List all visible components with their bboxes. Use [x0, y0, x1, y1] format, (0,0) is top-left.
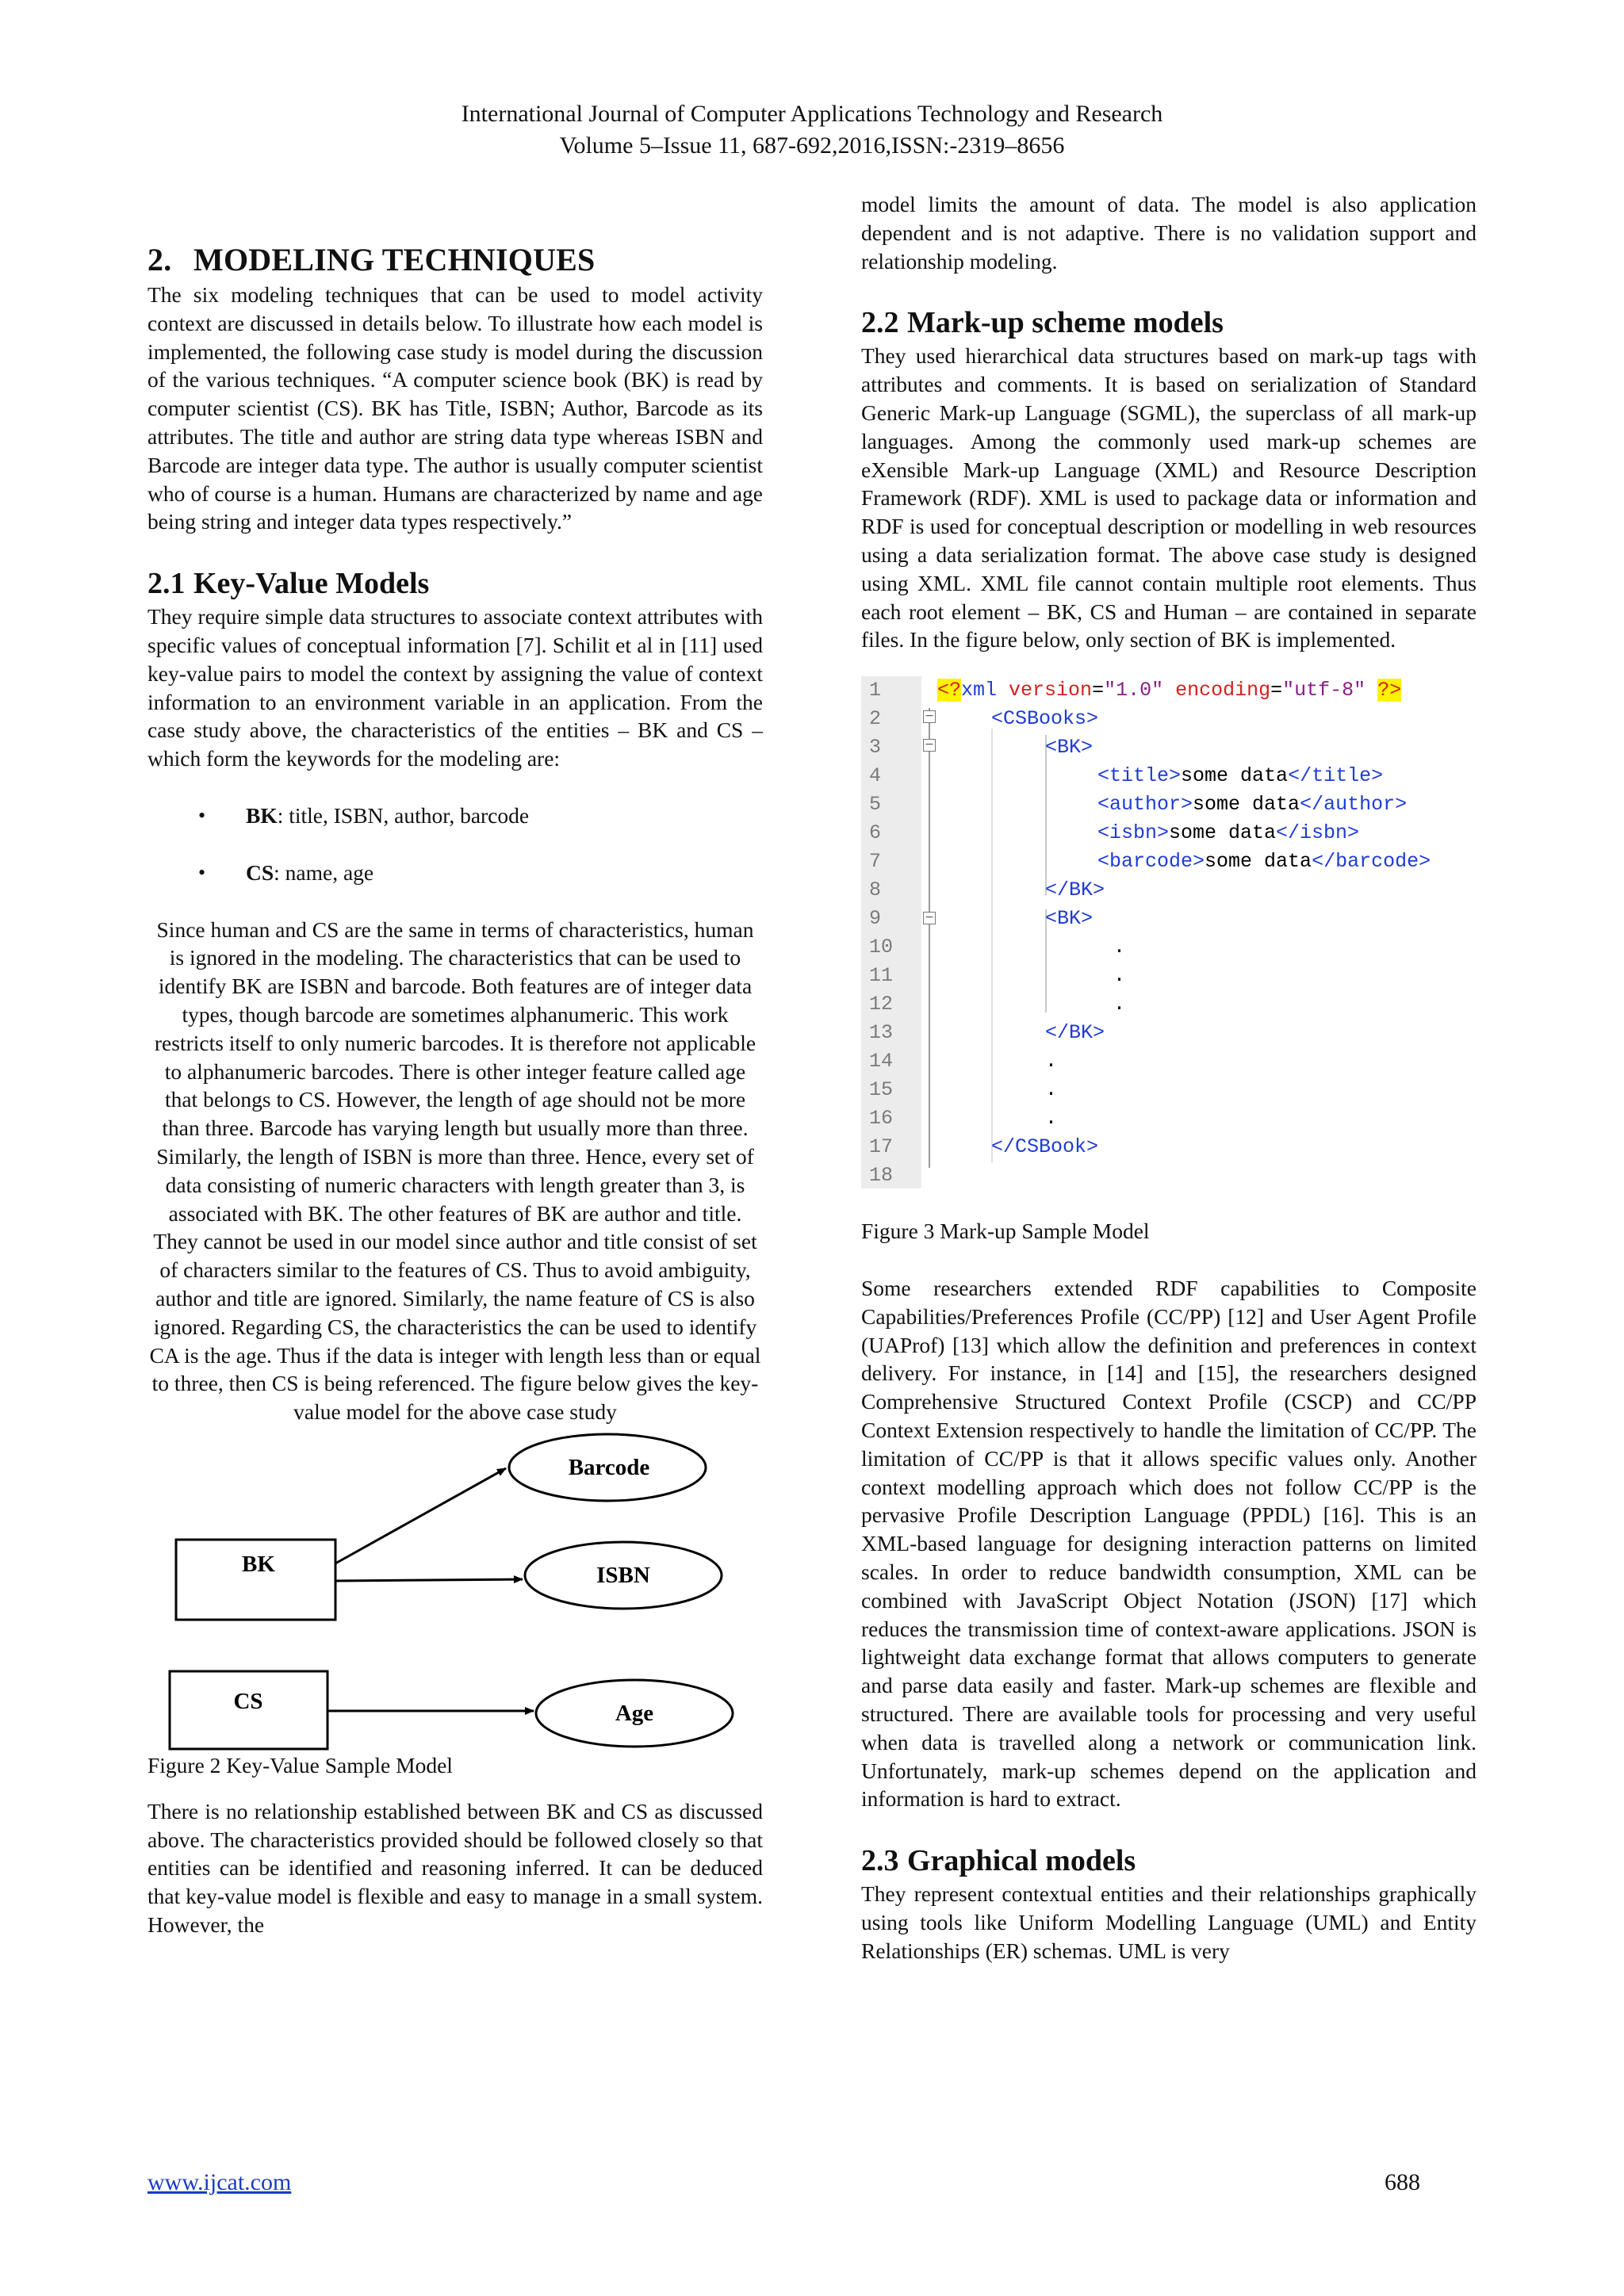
code-text: [937, 676, 1401, 705]
code-text: <BK>: [1045, 907, 1094, 931]
attr-value: "utf-8": [1282, 679, 1366, 702]
code-text: <CSBooks>: [991, 707, 1099, 731]
line-number: 13: [869, 1021, 894, 1045]
fold-collapse-icon[interactable]: −: [923, 912, 936, 924]
attr-name: encoding: [1163, 679, 1271, 702]
attr-equals: =: [1092, 679, 1105, 702]
code-text: .: [1045, 1050, 1058, 1073]
bk-label: BK: [242, 1551, 275, 1577]
section-2-3-heading: [861, 1842, 1477, 1880]
list-value: : title, ISBN, author, barcode: [277, 802, 530, 828]
section-2-heading: [147, 239, 763, 281]
bullet-icon: •: [198, 860, 206, 884]
section-title: Mark-up scheme models: [907, 306, 1224, 340]
journal-website-link[interactable]: www.ijcat.com: [147, 2169, 292, 2195]
attr-value: "1.0": [1104, 679, 1164, 702]
section-title: MODELING TECHNIQUES: [193, 242, 596, 277]
barcode-label: Barcode: [568, 1454, 650, 1480]
line-number: 10: [869, 936, 894, 959]
section-2-1-paragraph-3: There is no relationship established between BK and CS as discussed above. The characteristics provided should be followed closely so that entities can be identified and reasoning inferred. It can be deduced that key-value model is flexible and easy to manage in a small system. However, the: [147, 1798, 763, 1938]
section-2-paragraph: The six modeling techniques that can be used to model activity context are discussed in details below. To illustrate how each model is implemented, the following case study is model during the discussion of the various techniques. “A computer science book (BK) is read by computer scientist (CS). BK has Title, ISBN; Author, Barcode as its attributes. The title and author are string data type whereas ISBN and Barcode are integer data type. The author is usually computer scientist who of course is a human. Humans are characterized by name and age being string and integer data types respectively.”: [147, 282, 763, 534]
line-number: 1: [869, 679, 882, 702]
code-text: </BK>: [1045, 1021, 1105, 1045]
line-number: 8: [869, 878, 882, 902]
code-text: <author>some data</author>: [1097, 793, 1408, 817]
fold-guide: [929, 708, 930, 1168]
section-title: Key-Value Models: [193, 567, 430, 601]
line-number: 11: [869, 964, 894, 988]
figure-2: [147, 1426, 763, 1775]
isbn-ellipse: [525, 1542, 722, 1609]
code-text: .: [1045, 1078, 1058, 1102]
cs-box: [170, 1671, 327, 1749]
barcode-ellipse: [509, 1434, 706, 1501]
code-text: .: [1113, 964, 1126, 988]
bullet-icon: •: [198, 803, 206, 827]
xml-code-listing: [861, 676, 1480, 1188]
pi-close: ?>: [1377, 679, 1402, 702]
right-column: [861, 190, 1477, 1965]
journal-volume: Volume 5–Issue 11, 687-692,2016,ISSN:-2319–8656: [559, 132, 1065, 159]
section-2-2-paragraph: They used hierarchical data structures based on mark-up tags with attributes and comments. It is based on serialization of Standard Generic Mark-up Language (SGML), the superclass of all mark-up languages. Among the commonly used mark-up schemes are eXensible Mark-up Language (XML) and Resource Description Framework (RDF). XML is used to package data or information and RDF is used for conceptual description or modelling in web resources using a data serialization format. The above case study is designed using XML. XML file cannot contain multiple root elements. Thus each root element – BK, CS and Human – are contained in separate files. In the figure below, only section of BK is implemented.: [861, 343, 1477, 652]
page-number: 688: [1385, 2169, 1420, 2195]
list-item: [147, 859, 763, 887]
attr-name: version: [997, 679, 1093, 702]
line-number: 3: [869, 736, 882, 760]
indent-guide: [991, 729, 993, 1163]
key-value-diagram: [147, 1426, 763, 1751]
section-number: 2.2: [861, 306, 899, 340]
line-number: 7: [869, 850, 882, 874]
line-number: 15: [869, 1078, 894, 1102]
line-number: 9: [869, 907, 882, 931]
section-2-3-paragraph: They represent contextual entities and their relationships graphically using tools like Uniform Modelling Language (UML) and Entity Relationships (ER) schemas. UML is very: [861, 1881, 1477, 1963]
figure-3-caption: Figure 3 Mark-up Sample Model: [861, 1219, 1150, 1244]
section-number: 2.1: [147, 567, 186, 601]
list-item: [147, 802, 763, 830]
line-number: 14: [869, 1050, 894, 1073]
line-number: 16: [869, 1107, 894, 1131]
code-text: </CSBook>: [991, 1135, 1099, 1159]
section-2-1-heading: [147, 564, 763, 603]
code-text: .: [1113, 936, 1126, 959]
line-number: 17: [869, 1135, 894, 1159]
code-text: <isbn>some data</isbn>: [1097, 821, 1360, 845]
code-text: <barcode>some data</barcode>: [1097, 850, 1431, 874]
pi-name: xml: [961, 679, 998, 702]
line-number: 4: [869, 764, 882, 788]
journal-header: [0, 98, 1624, 162]
cs-label: CS: [233, 1688, 263, 1714]
list-value: : name, age: [274, 859, 374, 885]
journal-title: International Journal of Computer Applications Technology and Research: [461, 101, 1163, 127]
list-key: CS: [246, 859, 274, 885]
fold-collapse-icon[interactable]: −: [923, 739, 936, 752]
left-column: [147, 190, 763, 1939]
section-number: 2.3: [861, 1844, 899, 1878]
fold-collapse-icon[interactable]: −: [923, 710, 936, 723]
line-number: 18: [869, 1164, 894, 1188]
code-text: </BK>: [1045, 878, 1105, 902]
keyword-list: [147, 802, 763, 887]
section-2-2-heading: [861, 304, 1477, 342]
section-2-2-paragraph-2: Some researchers extended RDF capabilities to Composite Capabilities/Preferences Profile (CC/PP) [12] and User Agent Profile (UAProf) [13] which allow the definition and preferences in context delivery. For instance, in [14] and [15], the researchers designed Comprehensive Structured Context Profile (CSCP) and CC/PP Context Extension respectively to handle the limitation of CC/PP. The limitation of CC/PP is that it allows specific values only. Another context modelling approach which does not follow CC/PP is the pervasive Profile Description Language (PPDL) [16]. This is an XML-based language for designing interaction patterns on limited scales. In order to reduce bandwidth consumption, XML can be combined with JavaScript Object Notation (JSON) [17] which reduces the transmission time of context-aware applications. JSON is lightweight data exchange format that allows computers to generate and parse data easily and faster. Mark-up schemes are flexible and structured. There are available tools for processing and very useful when data is travelled along a network or communication link. Unfortunately, mark-up schemes depend on the application and information is hard to extract.: [861, 1275, 1477, 1812]
attr-equals: =: [1270, 679, 1283, 702]
arrow-bk-isbn: [335, 1579, 523, 1581]
isbn-label: ISBN: [596, 1562, 650, 1588]
code-text: .: [1113, 993, 1126, 1016]
section-2-1-paragraph-4: model limits the amount of data. The model is also application dependent and is not adaptive. There is no validation support and relationship modeling.: [861, 192, 1477, 274]
line-number: 12: [869, 993, 894, 1016]
list-key: BK: [246, 802, 278, 828]
section-title: Graphical models: [907, 1844, 1136, 1878]
age-label: Age: [615, 1700, 654, 1726]
section-number: 2.: [147, 242, 172, 277]
line-number: 2: [869, 707, 882, 731]
line-number: 5: [869, 793, 882, 817]
bk-box: [176, 1540, 335, 1620]
arrow-bk-barcode: [335, 1468, 506, 1563]
code-text: <BK>: [1045, 736, 1094, 760]
section-2-1-paragraph-2: Since human and CS are the same in terms of characteristics, human is ignored in the modeling. The characteristics that can be used to identify BK are ISBN and barcode. Both features are of integer data types, though barcode are sometimes alphanumeric. This work restricts itself to only numeric barcodes. It is therefore not applicable to alphanumeric barcodes. There is other integer feature called age that belongs to CS. However, the length of age should not be more than three. Barcode has varying length but usually more than three. Similarly, the length of ISBN is more than three. Hence, every set of data consisting of numeric characters with length greater than 3, is associated with BK. The other features of BK are author and title. They cannot be used in our model since author and title consist of set of characters similar to the features of CS. Thus to avoid ambiguity, author and title are ignored. Similarly, the name feature of CS is also ignored. Regarding CS, the characteristics the can be used to identify CA is the age. Thus if the data is integer with length less than or equal to three, then CS is being referenced. The figure below gives the key-value model for the above case study: [149, 916, 761, 1425]
line-number: 6: [869, 821, 882, 845]
age-ellipse: [536, 1680, 733, 1747]
code-text: .: [1045, 1107, 1058, 1131]
pi-open: <?: [937, 679, 962, 702]
figure-2-caption: Figure 2 Key-Value Sample Model: [147, 1752, 453, 1777]
section-2-1-paragraph: They require simple data structures to associate context attributes with specific values of conceptual information [7]. Schilit et al in [11] used key-value pairs to model the context by assigning the value of context information to an environment variable in an application. From the case study above, the characteristics of the entities – BK and CS – which form the keywords for the modeling are:: [147, 604, 763, 771]
code-text: <title>some data</title>: [1097, 764, 1384, 788]
